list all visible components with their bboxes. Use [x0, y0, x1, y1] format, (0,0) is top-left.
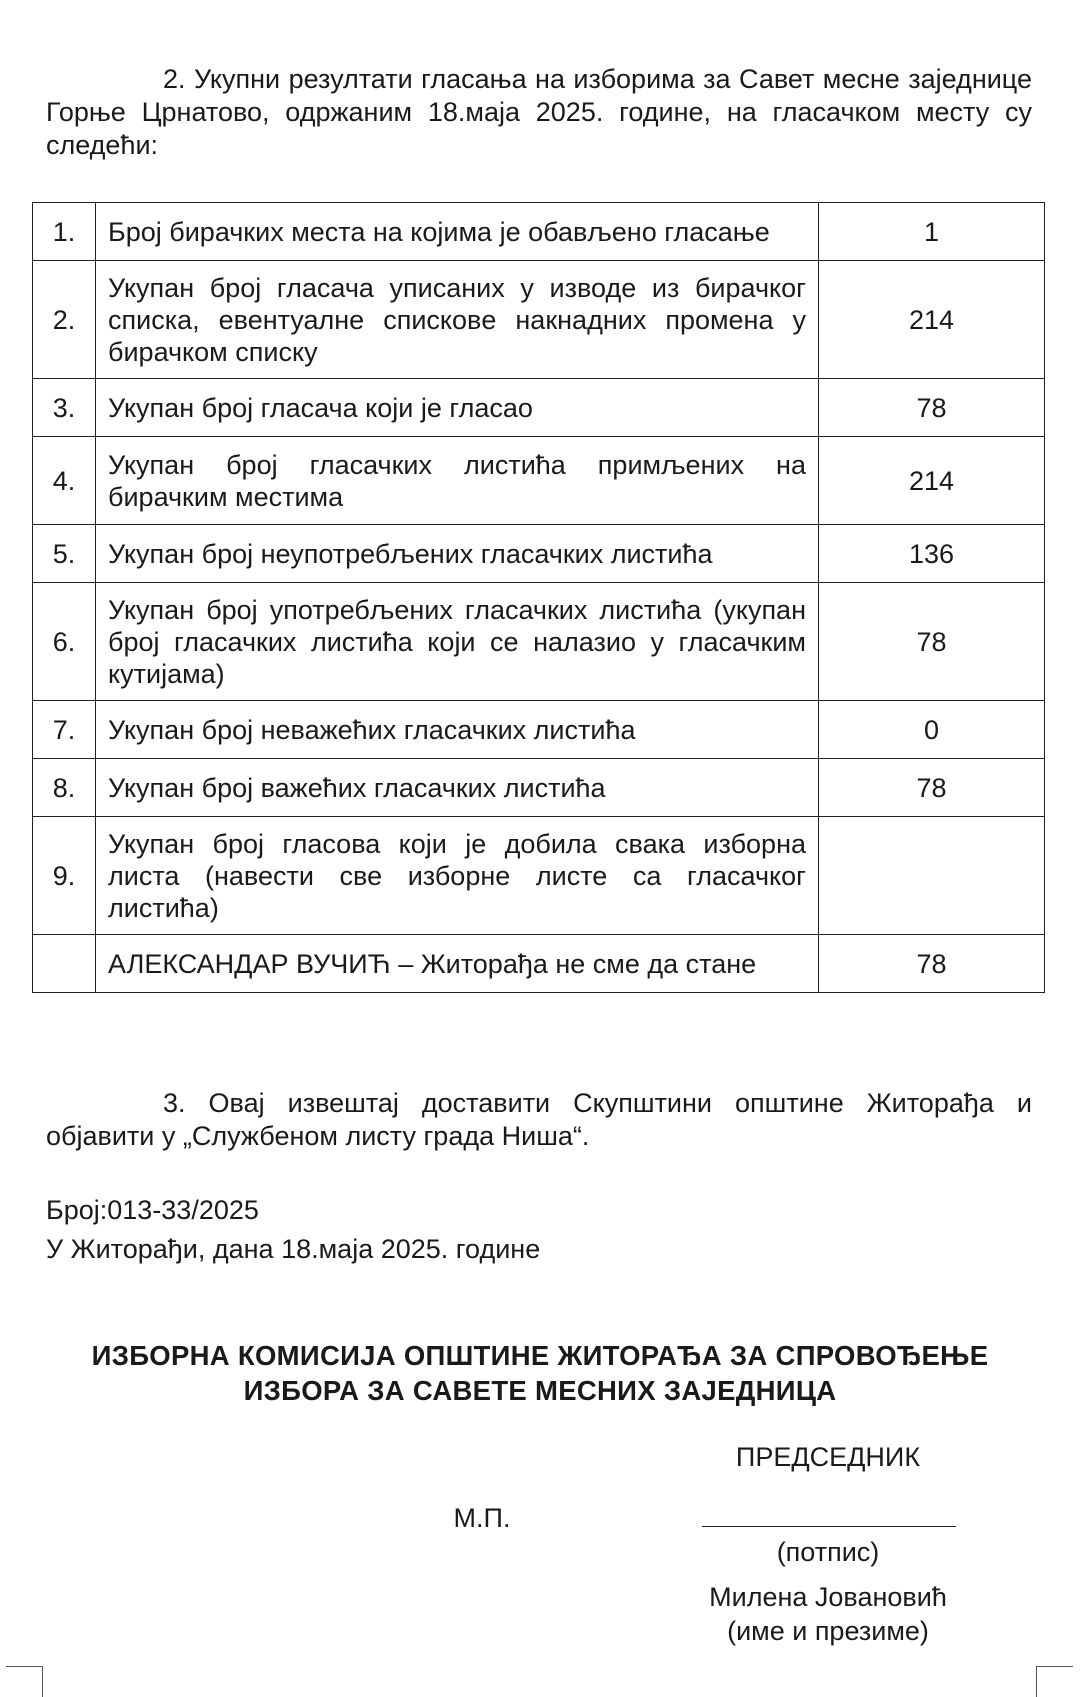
table-row	[33, 759, 1045, 817]
signature-caption: (потпис)	[776, 1537, 880, 1567]
row-number: 6.	[33, 583, 96, 701]
row-value: 214	[819, 437, 1045, 525]
row-number: 2.	[33, 261, 96, 379]
signatory-name: Милена Јовановић	[709, 1582, 947, 1612]
row-number: 8.	[33, 759, 96, 817]
place-and-date: У Житорађи, дана 18.маја 2025. године	[46, 1234, 541, 1264]
row-description: Укупан број употребљених гласачких листића (укупан број гласачких листића који се налазио у гласачким кутијама)	[96, 583, 819, 701]
table-row	[33, 525, 1045, 583]
row-description: Укупан број неважећих гласачких листића	[96, 701, 819, 759]
row-number: 5.	[33, 525, 96, 583]
signatory-title: ПРЕДСЕДНИК	[735, 1442, 921, 1472]
table-row	[33, 437, 1045, 525]
row-description: Укупан број важећих гласачких листића	[96, 759, 819, 817]
table-row	[33, 701, 1045, 759]
row-value: 78	[819, 583, 1045, 701]
row-value: 78	[819, 759, 1045, 817]
stamp-label: М.П.	[453, 1503, 511, 1533]
row-value: 1	[819, 203, 1045, 261]
row-description: Укупан број гласача који је гласао	[96, 379, 819, 437]
row-number: 9.	[33, 817, 96, 935]
intro-paragraph	[46, 63, 1032, 162]
row-description: АЛЕКСАНДАР ВУЧИЋ – Житорађа не сме да стане	[96, 935, 819, 993]
row-number: 1.	[33, 203, 96, 261]
name-caption: (име и презиме)	[727, 1616, 929, 1646]
table-row	[33, 379, 1045, 437]
page-corner-mark-right	[1036, 1666, 1073, 1697]
row-number: 4.	[33, 437, 96, 525]
intro-text: 2. Укупни резултати гласања на изборима за Савет месне заједнице Горње Црнатово, одржаним 18.маја 2025. године, на гласачком месту су следећи:	[46, 64, 1032, 160]
table-row	[33, 203, 1045, 261]
row-description: Укупан број гласачких листића примљених на бирачким местима	[96, 437, 819, 525]
row-value	[819, 817, 1045, 935]
row-description: Укупан број гласова који је добила свака изборна листа (навести све изборне листе са гласачког листића)	[96, 817, 819, 935]
signature-line	[702, 1526, 956, 1527]
row-value: 78	[819, 935, 1045, 993]
commission-heading	[0, 1338, 1080, 1408]
table-row	[33, 261, 1045, 379]
document-number: Број:013-33/2025	[46, 1195, 259, 1225]
closing-text: 3. Овај извештај доставити Скупштини општине Житорађа и објавити у „Службеном листу града Ниша“.	[46, 1088, 1032, 1151]
row-description: Укупан број гласача уписаних у изводе из бирачког списка, евентуалне списковe накнадних промена у бирачком списку	[96, 261, 819, 379]
table-row	[33, 935, 1045, 993]
row-value: 0	[819, 701, 1045, 759]
row-number: 3.	[33, 379, 96, 437]
row-value: 78	[819, 379, 1045, 437]
row-value: 136	[819, 525, 1045, 583]
results-table	[32, 202, 1045, 993]
row-description: Укупан број неупотребљених гласачких листића	[96, 525, 819, 583]
table-row	[33, 817, 1045, 935]
row-number	[33, 935, 96, 993]
closing-paragraph	[46, 1087, 1032, 1153]
commission-line-2: ИЗБОРА ЗА САВЕТЕ МЕСНИХ ЗАЈЕДНИЦА	[243, 1375, 837, 1406]
row-number: 7.	[33, 701, 96, 759]
page-corner-mark-left	[6, 1666, 43, 1697]
row-value: 214	[819, 261, 1045, 379]
table-row	[33, 583, 1045, 701]
row-description: Број бирачких места на којима је обављено гласање	[96, 203, 819, 261]
commission-line-1: ИЗБОРНА КОМИСИЈА ОПШТИНЕ ЖИТОРАЂА ЗА СПРОВОЂЕЊЕ	[91, 1340, 989, 1371]
